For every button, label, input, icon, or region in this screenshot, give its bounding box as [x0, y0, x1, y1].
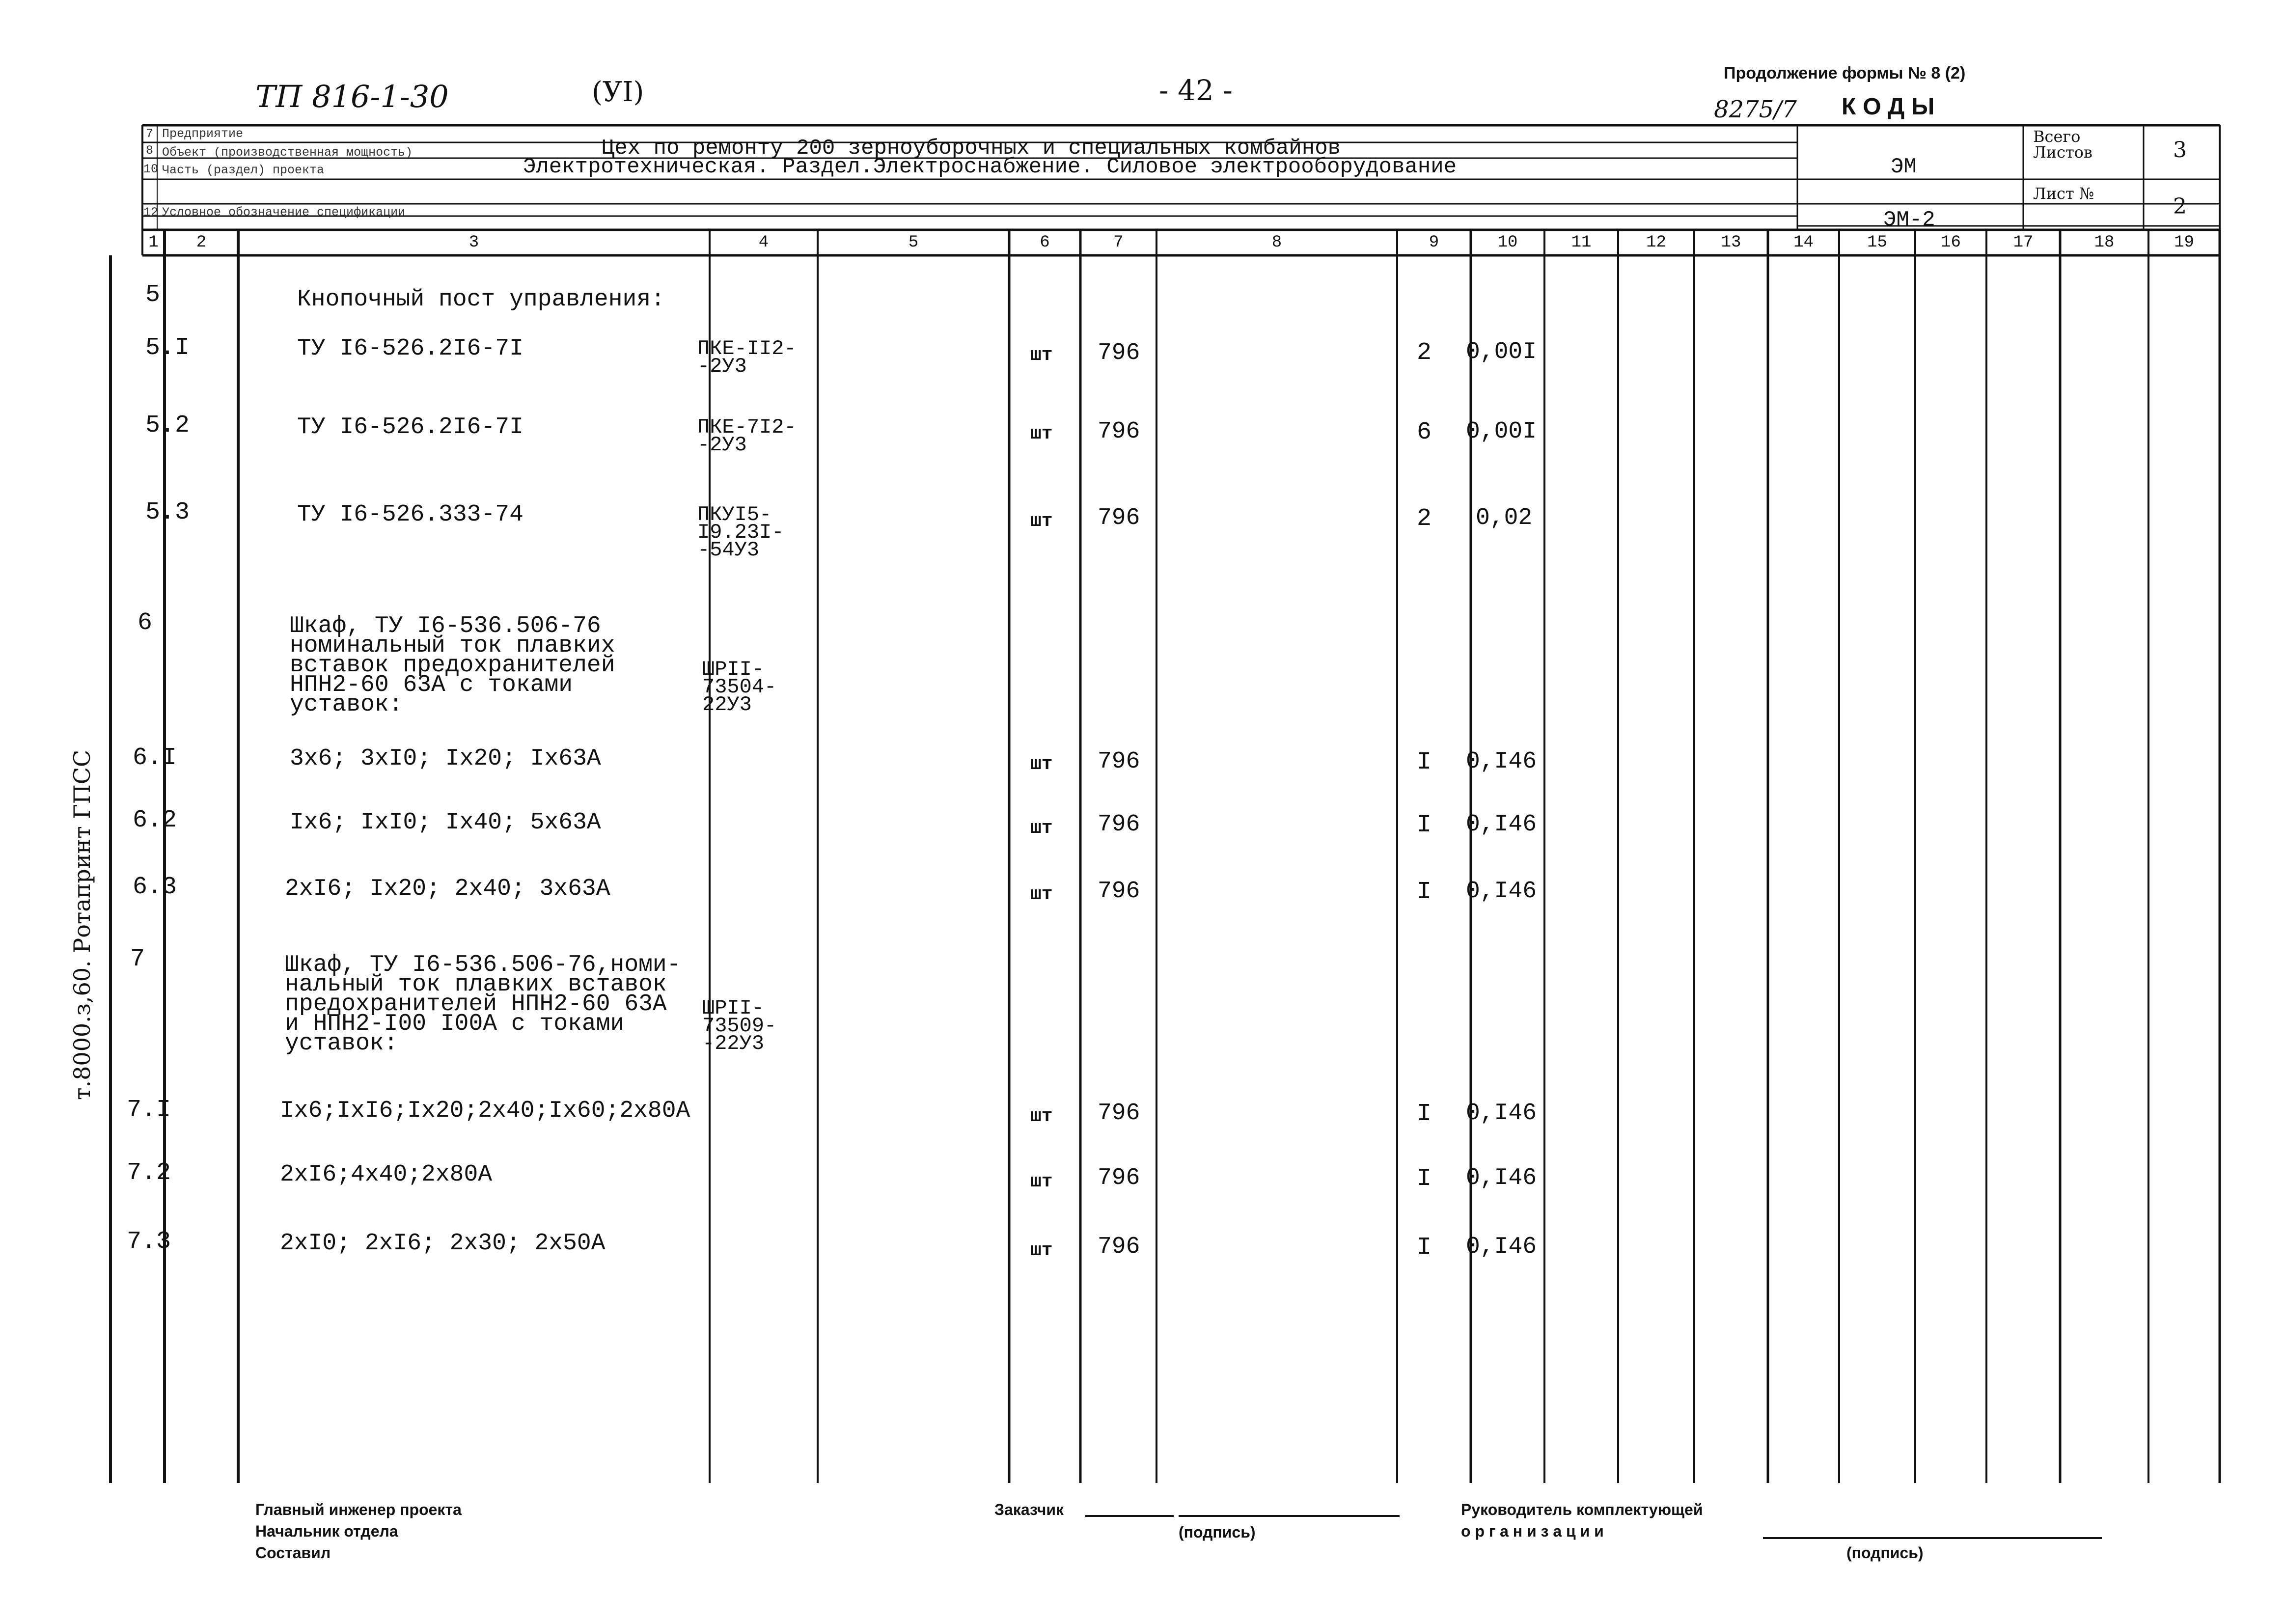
customer-sign-line-2 [1179, 1515, 1400, 1517]
row-unit: шт [1030, 1106, 1053, 1127]
row-unit: шт [1030, 1171, 1053, 1192]
row-num: 7 [130, 945, 145, 973]
row-mass: 0,00I [1466, 339, 1537, 365]
col-number-17: 17 [2013, 233, 2034, 252]
header-row-8-label: Объект (производственная мощность) [162, 145, 413, 160]
row-num: 7.I [127, 1096, 171, 1124]
row-num: 5.I [145, 334, 190, 362]
row-unit-code: 796 [1098, 878, 1140, 905]
header-row-12-code: ЭМ-2 [1883, 208, 1935, 232]
row-unit: шт [1030, 423, 1053, 444]
row-description: Шкаф, ТУ I6-536.506-76,номи- нальный ток плавких вставок предохранителей НПН2-60 63А и НПН2-I00 I00А с токами уставок: [285, 952, 681, 1057]
col-number-16: 16 [1941, 233, 1961, 252]
row-unit: шт [1030, 818, 1053, 839]
row-unit: шт [1030, 1240, 1053, 1261]
row-unit-code: 796 [1098, 811, 1140, 838]
col-number-11: 11 [1571, 233, 1592, 252]
row-unit-code: 796 [1098, 418, 1140, 445]
row-unit-code: 796 [1098, 1165, 1140, 1191]
supplier-signature-caption: (подпись) [1846, 1544, 1924, 1562]
row-mass: 0,I46 [1466, 1100, 1537, 1127]
row-type-designation: ПКУI5- I9.23I- -54У3 [697, 503, 784, 562]
row-num: 6.3 [133, 873, 177, 901]
row-mass: 0,I46 [1466, 1234, 1537, 1260]
row-mass: 0,I46 [1466, 1165, 1537, 1191]
supplier-sign-line [1763, 1537, 2102, 1539]
row-description: Кнопочный пост управления: [297, 286, 665, 313]
row-description: ТУ I6-526.333-74 [297, 501, 523, 528]
row-unit-code: 796 [1098, 340, 1140, 366]
side-print-note: т.8000.з,60. Ротапринт ГПСС [69, 749, 95, 1100]
header-row-10-label: Часть (раздел) проекта [162, 163, 325, 177]
row-description: 2хI0; 2хI6; 2х30; 2х50А [280, 1230, 606, 1257]
row-description: Iх6; IхI0; Iх40; 5х63А [290, 809, 601, 836]
row-num: 7.2 [127, 1159, 171, 1187]
sheet-value: 2 [2173, 194, 2187, 219]
customer-signature-caption: (подпись) [1179, 1523, 1256, 1541]
col-number-18: 18 [2094, 233, 2115, 252]
row-type-designation: ПКЕ-7I2- -2У3 [697, 415, 797, 457]
col-number-3: 3 [468, 233, 479, 252]
col-number-14: 14 [1793, 233, 1814, 252]
header-row-10-num: 10 [143, 162, 159, 176]
col-number-19: 19 [2174, 233, 2194, 252]
row-type-designation: ПКЕ-II2- -2У3 [697, 337, 797, 378]
col-number-4: 4 [758, 233, 769, 252]
col-number-15: 15 [1867, 233, 1887, 252]
footer-customer-label: Заказчик [994, 1501, 1064, 1518]
code-handwritten: 8275/7 [1714, 96, 1797, 123]
col-number-6: 6 [1040, 233, 1050, 252]
row-unit-code: 796 [1098, 505, 1140, 531]
col-number-8: 8 [1271, 233, 1282, 252]
page-number: - 42 - [1159, 74, 1233, 107]
row-description: 3х6; 3хI0; Iх20; Iх63А [290, 745, 601, 772]
row-description: 2хI6;4х40;2х80А [280, 1161, 493, 1188]
row-type-designation: ШРII- 73504- 22У3 [702, 658, 777, 716]
row-mass: 0,I46 [1466, 748, 1537, 775]
row-quantity: I [1417, 1100, 1432, 1128]
row-unit-code: 796 [1098, 748, 1140, 775]
header-row-12-label: Условное обозначение спецификации [162, 205, 406, 220]
row-unit-code: 796 [1098, 1234, 1140, 1260]
row-num: 6 [138, 609, 153, 637]
row-unit: шт [1030, 345, 1053, 366]
customer-sign-line-1 [1085, 1515, 1174, 1517]
row-quantity: I [1417, 1234, 1432, 1262]
row-mass: 0,I46 [1466, 878, 1537, 905]
row-quantity: I [1417, 748, 1432, 776]
row-quantity: 2 [1417, 505, 1432, 533]
header-row-7-num: 7 [146, 127, 154, 141]
col-number-12: 12 [1646, 233, 1666, 252]
row-num: 5 [145, 281, 161, 309]
row-quantity: 6 [1417, 418, 1432, 446]
row-description: Шкаф, ТУ I6-536.506-76 номинальный ток плавких вставок предохранителей НПН2-60 63А с токами уставок: [290, 613, 615, 718]
row-num: 6.I [133, 744, 177, 772]
header-row-12-num: 12 [143, 205, 159, 220]
row-quantity: I [1417, 811, 1432, 839]
row-unit: шт [1030, 511, 1053, 532]
footer-roles: Главный инженер проекта Начальник отдела Составил [255, 1501, 462, 1562]
footer-supplier-head: Руководитель комплектующей о р г а н и з а ц и и [1461, 1501, 1703, 1540]
row-num: 6.2 [133, 806, 177, 834]
roman-numeral: (УI) [592, 76, 644, 108]
row-mass: 0,I46 [1466, 811, 1537, 838]
col-number-10: 10 [1497, 233, 1518, 252]
col-number-7: 7 [1113, 233, 1124, 252]
col-number-9: 9 [1429, 233, 1439, 252]
row-description: ТУ I6-526.2I6-7I [297, 414, 523, 440]
header-row-10-value: Электротехническая. Раздел.Электроснабжение. Силовое электрооборудование [523, 155, 1457, 179]
header-row-8-value: Цех по ремонту 200 зерноуборочных и специальных комбайнов [602, 136, 1341, 161]
row-quantity: I [1417, 1165, 1432, 1193]
form-continuation: Продолжение формы № 8 (2) [1724, 64, 1966, 83]
row-mass: 0,02 [1476, 505, 1533, 531]
project-code: ТП 816-1-30 [255, 79, 449, 114]
col-number-13: 13 [1721, 233, 1741, 252]
row-unit-code: 796 [1098, 1100, 1140, 1127]
sheet-label: Лист № [2033, 184, 2094, 203]
header-row-7-label: Предприятие [162, 127, 244, 141]
row-num: 5.3 [145, 498, 190, 526]
row-description: Iх6;IхI6;Iх20;2х40;Iх60;2х80А [280, 1098, 690, 1124]
row-type-designation: ШРII- 73509- -22У3 [702, 996, 777, 1055]
header-row-10-code: ЭМ [1891, 155, 1917, 179]
col-number-2: 2 [196, 233, 207, 252]
row-num: 7.3 [127, 1228, 171, 1256]
row-num: 5.2 [145, 412, 190, 440]
row-description: ТУ I6-526.2I6-7I [297, 335, 523, 362]
header-row-8-num: 8 [146, 143, 154, 158]
col-number-5: 5 [908, 233, 919, 252]
total-sheets-value: 3 [2173, 138, 2187, 163]
row-quantity: I [1417, 878, 1432, 906]
row-unit: шт [1030, 884, 1053, 905]
codes-label: КОДЫ [1842, 94, 1942, 120]
col-number-1: 1 [148, 233, 159, 252]
total-sheets-label: Всего Листов [2033, 127, 2092, 162]
row-mass: 0,00I [1466, 418, 1537, 445]
row-description: 2хI6; Iх20; 2х40; 3х63А [285, 876, 610, 902]
row-quantity: 2 [1417, 339, 1432, 367]
row-unit: шт [1030, 754, 1053, 775]
